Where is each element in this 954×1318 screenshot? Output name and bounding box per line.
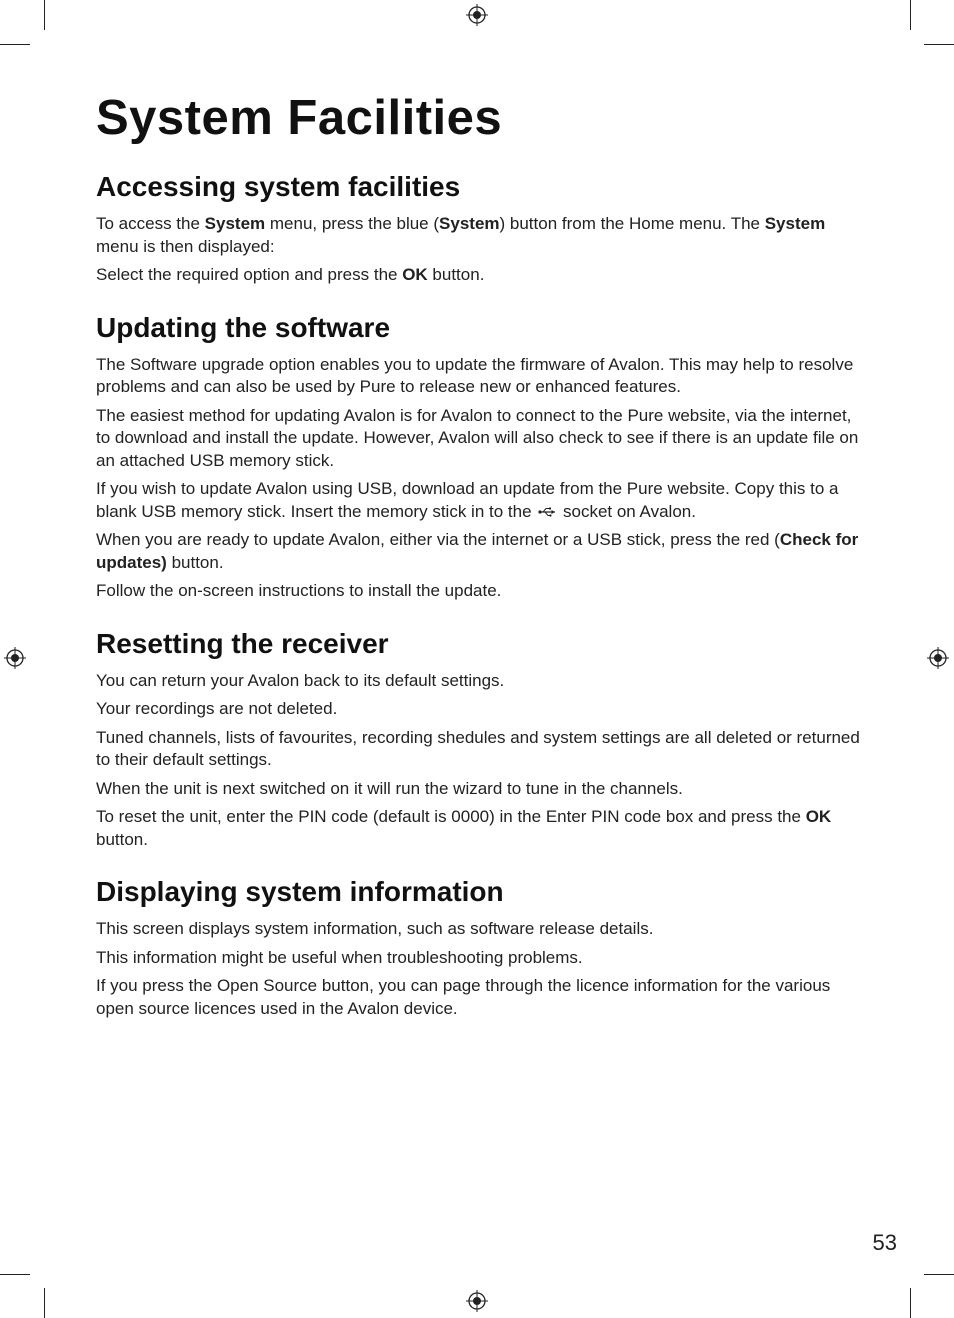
- page-number: 53: [872, 1230, 897, 1255]
- section-accessing-system-facilities: [96, 170, 860, 287]
- paragraph: If you wish to update Avalon using USB, download an update from the Pure website. Copy this to a blank USB memory stick. Insert the memory stick in to the socket on Avalon.: [96, 479, 839, 521]
- crop-mark-top-right-vertical: [910, 0, 911, 30]
- registration-mark-icon: [466, 1290, 488, 1312]
- paragraph: This information might be useful when troubleshooting problems.: [96, 947, 583, 967]
- paragraph: Your recordings are not deleted.: [96, 699, 338, 718]
- paragraph: Select the required option and press the OK button.: [96, 265, 485, 284]
- registration-mark-icon: [927, 647, 949, 669]
- crop-mark-top-right-horizontal: [924, 44, 954, 45]
- paragraph: If you press the Open Source button, you can page through the licence information for the various open source licences used in the Avalon device.: [96, 976, 831, 1018]
- crop-mark-top-left-vertical: [44, 0, 45, 30]
- registration-mark-icon: [466, 4, 488, 26]
- section-heading: Displaying system information: [96, 876, 504, 907]
- crop-mark-bottom-right-vertical: [910, 1288, 911, 1318]
- paragraph: When you are ready to update Avalon, either via the internet or a USB stick, press the red (Check for updates) button.: [96, 530, 859, 572]
- paragraph: Tuned channels, lists of favourites, recording shedules and system settings are all deleted or returned to their default settings.: [96, 727, 860, 769]
- paragraph: The Software upgrade option enables you to update the firmware of Avalon. This may help to resolve problems and can also be used by Pure to release new or enhanced features.: [96, 354, 854, 396]
- paragraph: The easiest method for updating Avalon is for Avalon to connect to the Pure website, via the internet, to download and install the update. However, Avalon will also check to see if there is an update file on an attached USB memory stick.: [96, 405, 859, 470]
- usb-icon: [538, 507, 556, 517]
- section-heading: Accessing system facilities: [96, 171, 461, 202]
- crop-mark-bottom-left-vertical: [44, 1288, 45, 1318]
- section-resetting-the-receiver: [96, 627, 860, 852]
- page-content: [96, 88, 860, 1044]
- paragraph: When the unit is next switched on it will run the wizard to tune in the channels.: [96, 778, 683, 798]
- paragraph: This screen displays system information, such as software release details.: [96, 919, 654, 938]
- section-updating-the-software: [96, 311, 860, 603]
- crop-mark-top-left-horizontal: [0, 44, 30, 45]
- crop-mark-bottom-left-horizontal: [0, 1274, 30, 1275]
- paragraph: You can return your Avalon back to its default settings.: [96, 670, 505, 690]
- crop-mark-bottom-right-horizontal: [924, 1274, 954, 1275]
- section-heading: Resetting the receiver: [96, 627, 389, 659]
- section-heading: Updating the software: [96, 311, 391, 343]
- paragraph: Follow the on-screen instructions to install the update.: [96, 581, 502, 600]
- paragraph: To reset the unit, enter the PIN code (default is 0000) in the Enter PIN code box and press the OK button.: [96, 807, 832, 849]
- section-displaying-system-information: [96, 875, 860, 1020]
- registration-mark-icon: [4, 647, 26, 669]
- page-title: System Facilities: [96, 91, 503, 145]
- paragraph: To access the System menu, press the blue (System) button from the Home menu. The System menu is then displayed:: [96, 214, 826, 256]
